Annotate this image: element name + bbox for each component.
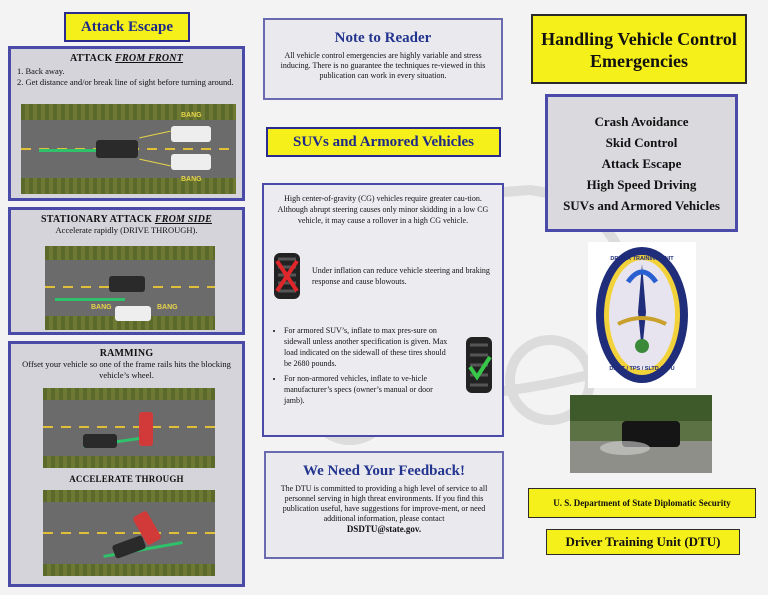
attack-from-front-panel xyxy=(8,46,245,201)
accelerate-through-diagram xyxy=(43,490,215,576)
deflated-tire-icon xyxy=(272,251,302,301)
note-to-reader-box xyxy=(263,18,503,100)
side-subtitle: Accelerate rapidly (DRIVE THROUGH). xyxy=(55,225,198,235)
suv-info-box xyxy=(262,183,504,437)
accelerate-through-title: ACCELERATE THROUGH xyxy=(69,474,184,484)
non-armored-bullet: • For non-armored vehicles, inflate to ve-hicle manufacturer’s specs (owner’s manual or door jamb). xyxy=(284,373,450,406)
feedback-email[interactable]: DSDTU@state.gov. xyxy=(346,524,422,534)
bang-label: BANG xyxy=(181,176,202,183)
front-steps xyxy=(11,64,242,90)
attack-from-front-title: ATTACK FROM FRONT xyxy=(69,53,184,64)
topic-high-speed-driving: High Speed Driving xyxy=(586,177,697,192)
inflation-bullets xyxy=(274,325,450,406)
suv-header: SUVs and Armored Vehicles xyxy=(266,127,501,157)
escaping-car xyxy=(83,434,117,448)
tire-inflation-note: Under inflation can reduce vehicle steering and braking response and cause blowouts. xyxy=(312,266,490,286)
escaping-car xyxy=(96,140,138,158)
suv-intro: High center-of-gravity (CG) vehicles require greater cau-tion. Although abrupt steering causes only minor skidding in a low CG vehicle, it may cause a rollover in a high CG vehicle. xyxy=(277,194,489,225)
attacker-car-1 xyxy=(171,126,211,142)
bang-label: BANG xyxy=(181,112,202,119)
department-label: U. S. Department of State Diplomatic Security xyxy=(528,488,756,518)
inflated-tire-icon xyxy=(464,335,494,395)
feedback-title: We Need Your Feedback! xyxy=(302,463,466,479)
front-step-1: 1. Back away. xyxy=(17,66,65,76)
feedback-text: The DTU is committed to providing a high level of service to all personnel serving in high threat environments. If you find this publication useful, have suggestions for improve-ment, or need additional information, please contact xyxy=(280,484,488,523)
dtu-seal xyxy=(588,242,696,388)
topic-skid-control: Skid Control xyxy=(605,135,678,150)
attacker-car xyxy=(115,306,151,321)
seal-top-text: DRIVER TRAINING UNIT xyxy=(610,256,674,262)
note-text: All vehicle control emergencies are highly variable and stress inducing. There is no guarantee the techniques re-viewed in this publication can work in every situation. xyxy=(280,51,486,80)
ramming-title: RAMMING xyxy=(99,348,154,359)
feedback-box xyxy=(264,451,504,559)
side-attack-diagram xyxy=(45,246,215,330)
suv-photo xyxy=(570,395,712,473)
escaping-car xyxy=(109,276,145,292)
topic-crash-avoidance: Crash Avoidance xyxy=(594,114,689,129)
bang-label: BANG xyxy=(157,304,178,311)
attacker-car-2 xyxy=(171,154,211,170)
brochure-title: Handling Vehicle Control Emergencies xyxy=(531,14,747,84)
ramming-diagram xyxy=(43,388,215,468)
bang-label: BANG xyxy=(91,304,112,311)
ramming-text: Offset your vehicle so one of the frame rails hits the blocking vehicle’s wheel. xyxy=(22,359,231,380)
escaping-car xyxy=(112,535,147,559)
note-title: Note to Reader xyxy=(334,30,432,46)
blocking-car xyxy=(139,412,153,446)
seal-bottom-text: DS / T / TPS / SLTD / DTU xyxy=(609,366,675,372)
topic-attack-escape: Attack Escape xyxy=(601,156,682,171)
attack-escape-header: Attack Escape xyxy=(64,12,190,42)
unit-label: Driver Training Unit (DTU) xyxy=(546,529,740,555)
attack-from-side-title: STATIONARY ATTACK FROM SIDE xyxy=(41,214,212,225)
topics-menu xyxy=(545,94,738,232)
ramming-panel xyxy=(8,341,245,587)
attack-from-side-panel xyxy=(8,207,245,335)
armored-bullet: • For armored SUV’s, inflate to max pres-sure on sidewall unless another specification is given. Max load indicated on the sidewall of these tires should be 2680 pounds. xyxy=(284,325,450,369)
topic-suvs-armored: SUVs and Armored Vehicles xyxy=(563,198,720,213)
front-attack-diagram xyxy=(21,104,236,194)
front-step-2: 2. Get distance and/or break line of sight before turning around. xyxy=(17,77,234,87)
